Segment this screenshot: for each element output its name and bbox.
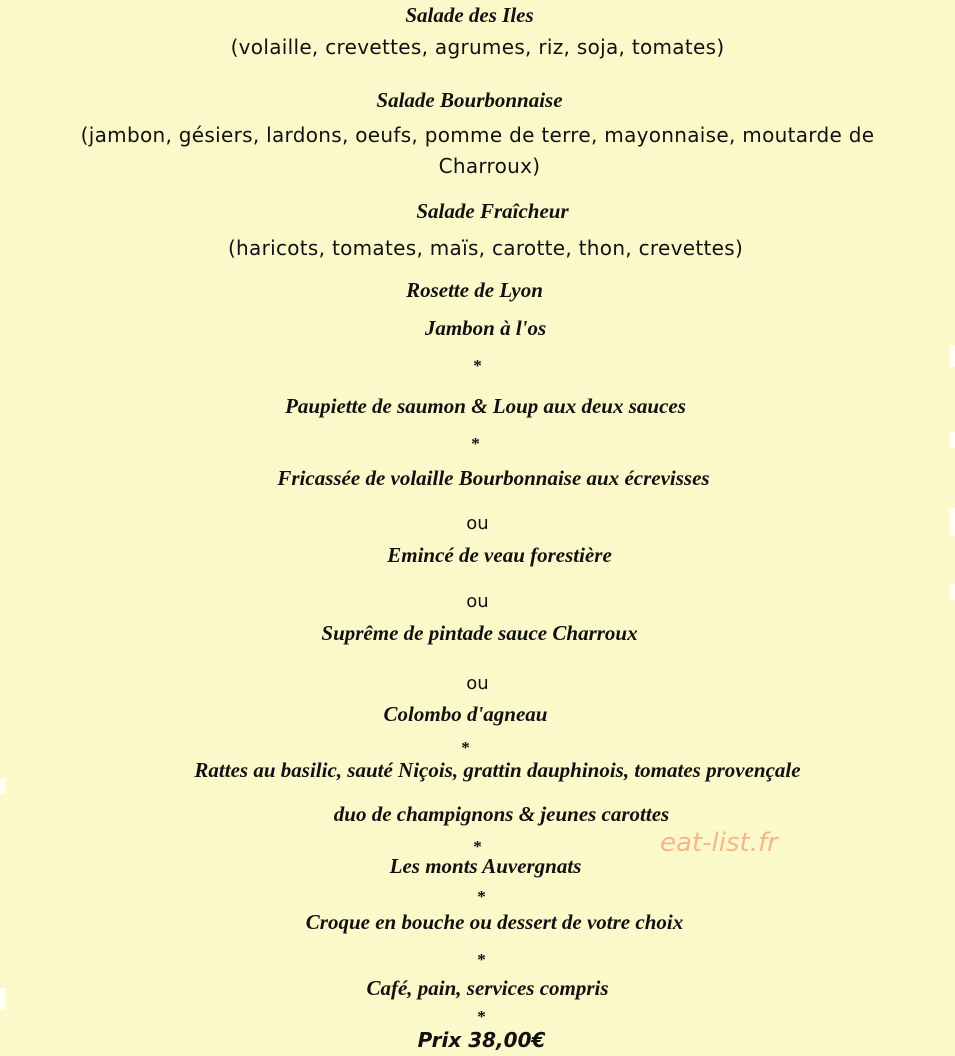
edge-artifact [949, 432, 955, 448]
croque-en-bouche: Croque en bouche ou dessert de votre choix [305, 910, 684, 934]
salade-bourbonnaise-title: Salade Bourbonnaise [376, 88, 563, 112]
fricassee-de-volaille: Fricassée de volaille Bourbonnaise aux écrevisses [277, 466, 710, 490]
separator-asterisk: * [471, 434, 480, 453]
garnish-line-1: Rattes au basilic, sauté Niçois, grattin dauphinois, tomates provençale [194, 758, 801, 782]
separator-asterisk: * [473, 837, 482, 856]
salade-des-iles-title: Salade des Iles [405, 3, 534, 27]
edge-artifact [949, 345, 955, 367]
supreme-de-pintade: Suprême de pintade sauce Charroux [321, 621, 638, 645]
garnish-line-2: duo de champignons & jeunes carottes [333, 802, 670, 826]
edge-artifact [949, 508, 955, 536]
edge-artifact [0, 778, 6, 794]
les-monts-auvergnats: Les monts Auvergnats [389, 854, 582, 878]
separator-asterisk: * [461, 738, 470, 757]
salade-bourbonnaise-description-line-2: Charroux) [438, 154, 541, 178]
rosette-de-lyon: Rosette de Lyon [406, 278, 543, 302]
salade-bourbonnaise-description-line-1: (jambon, gésiers, lardons, oeufs, pomme de terre, mayonnaise, moutarde de [80, 123, 875, 147]
edge-artifact [949, 584, 955, 600]
paupiette-saumon-loup: Paupiette de saumon & Loup aux deux sauces [285, 394, 686, 418]
edge-artifact [0, 988, 6, 1010]
watermark: eat-list.fr [660, 828, 778, 858]
separator-asterisk: * [473, 356, 482, 375]
menu-price: Prix 38,00€ [417, 1028, 546, 1052]
ou-separator: ou [466, 513, 489, 534]
separator-asterisk: * [477, 1007, 486, 1026]
cafe-pain-services: Café, pain, services compris [366, 976, 609, 1000]
ou-separator: ou [466, 591, 489, 612]
salade-fraicheur-title: Salade Fraîcheur [416, 199, 569, 223]
salade-des-iles-description: (volaille, crevettes, agrumes, riz, soja, tomates) [230, 35, 725, 59]
ou-separator: ou [466, 673, 489, 694]
separator-asterisk: * [477, 887, 486, 906]
colombo-dagneau: Colombo d'agneau [383, 702, 548, 726]
salade-fraicheur-description: (haricots, tomates, maïs, carotte, thon, crevettes) [227, 236, 744, 260]
emince-de-veau: Emincé de veau forestière [387, 543, 612, 567]
jambon-a-los: Jambon à l'os [424, 316, 547, 340]
separator-asterisk: * [477, 950, 486, 969]
